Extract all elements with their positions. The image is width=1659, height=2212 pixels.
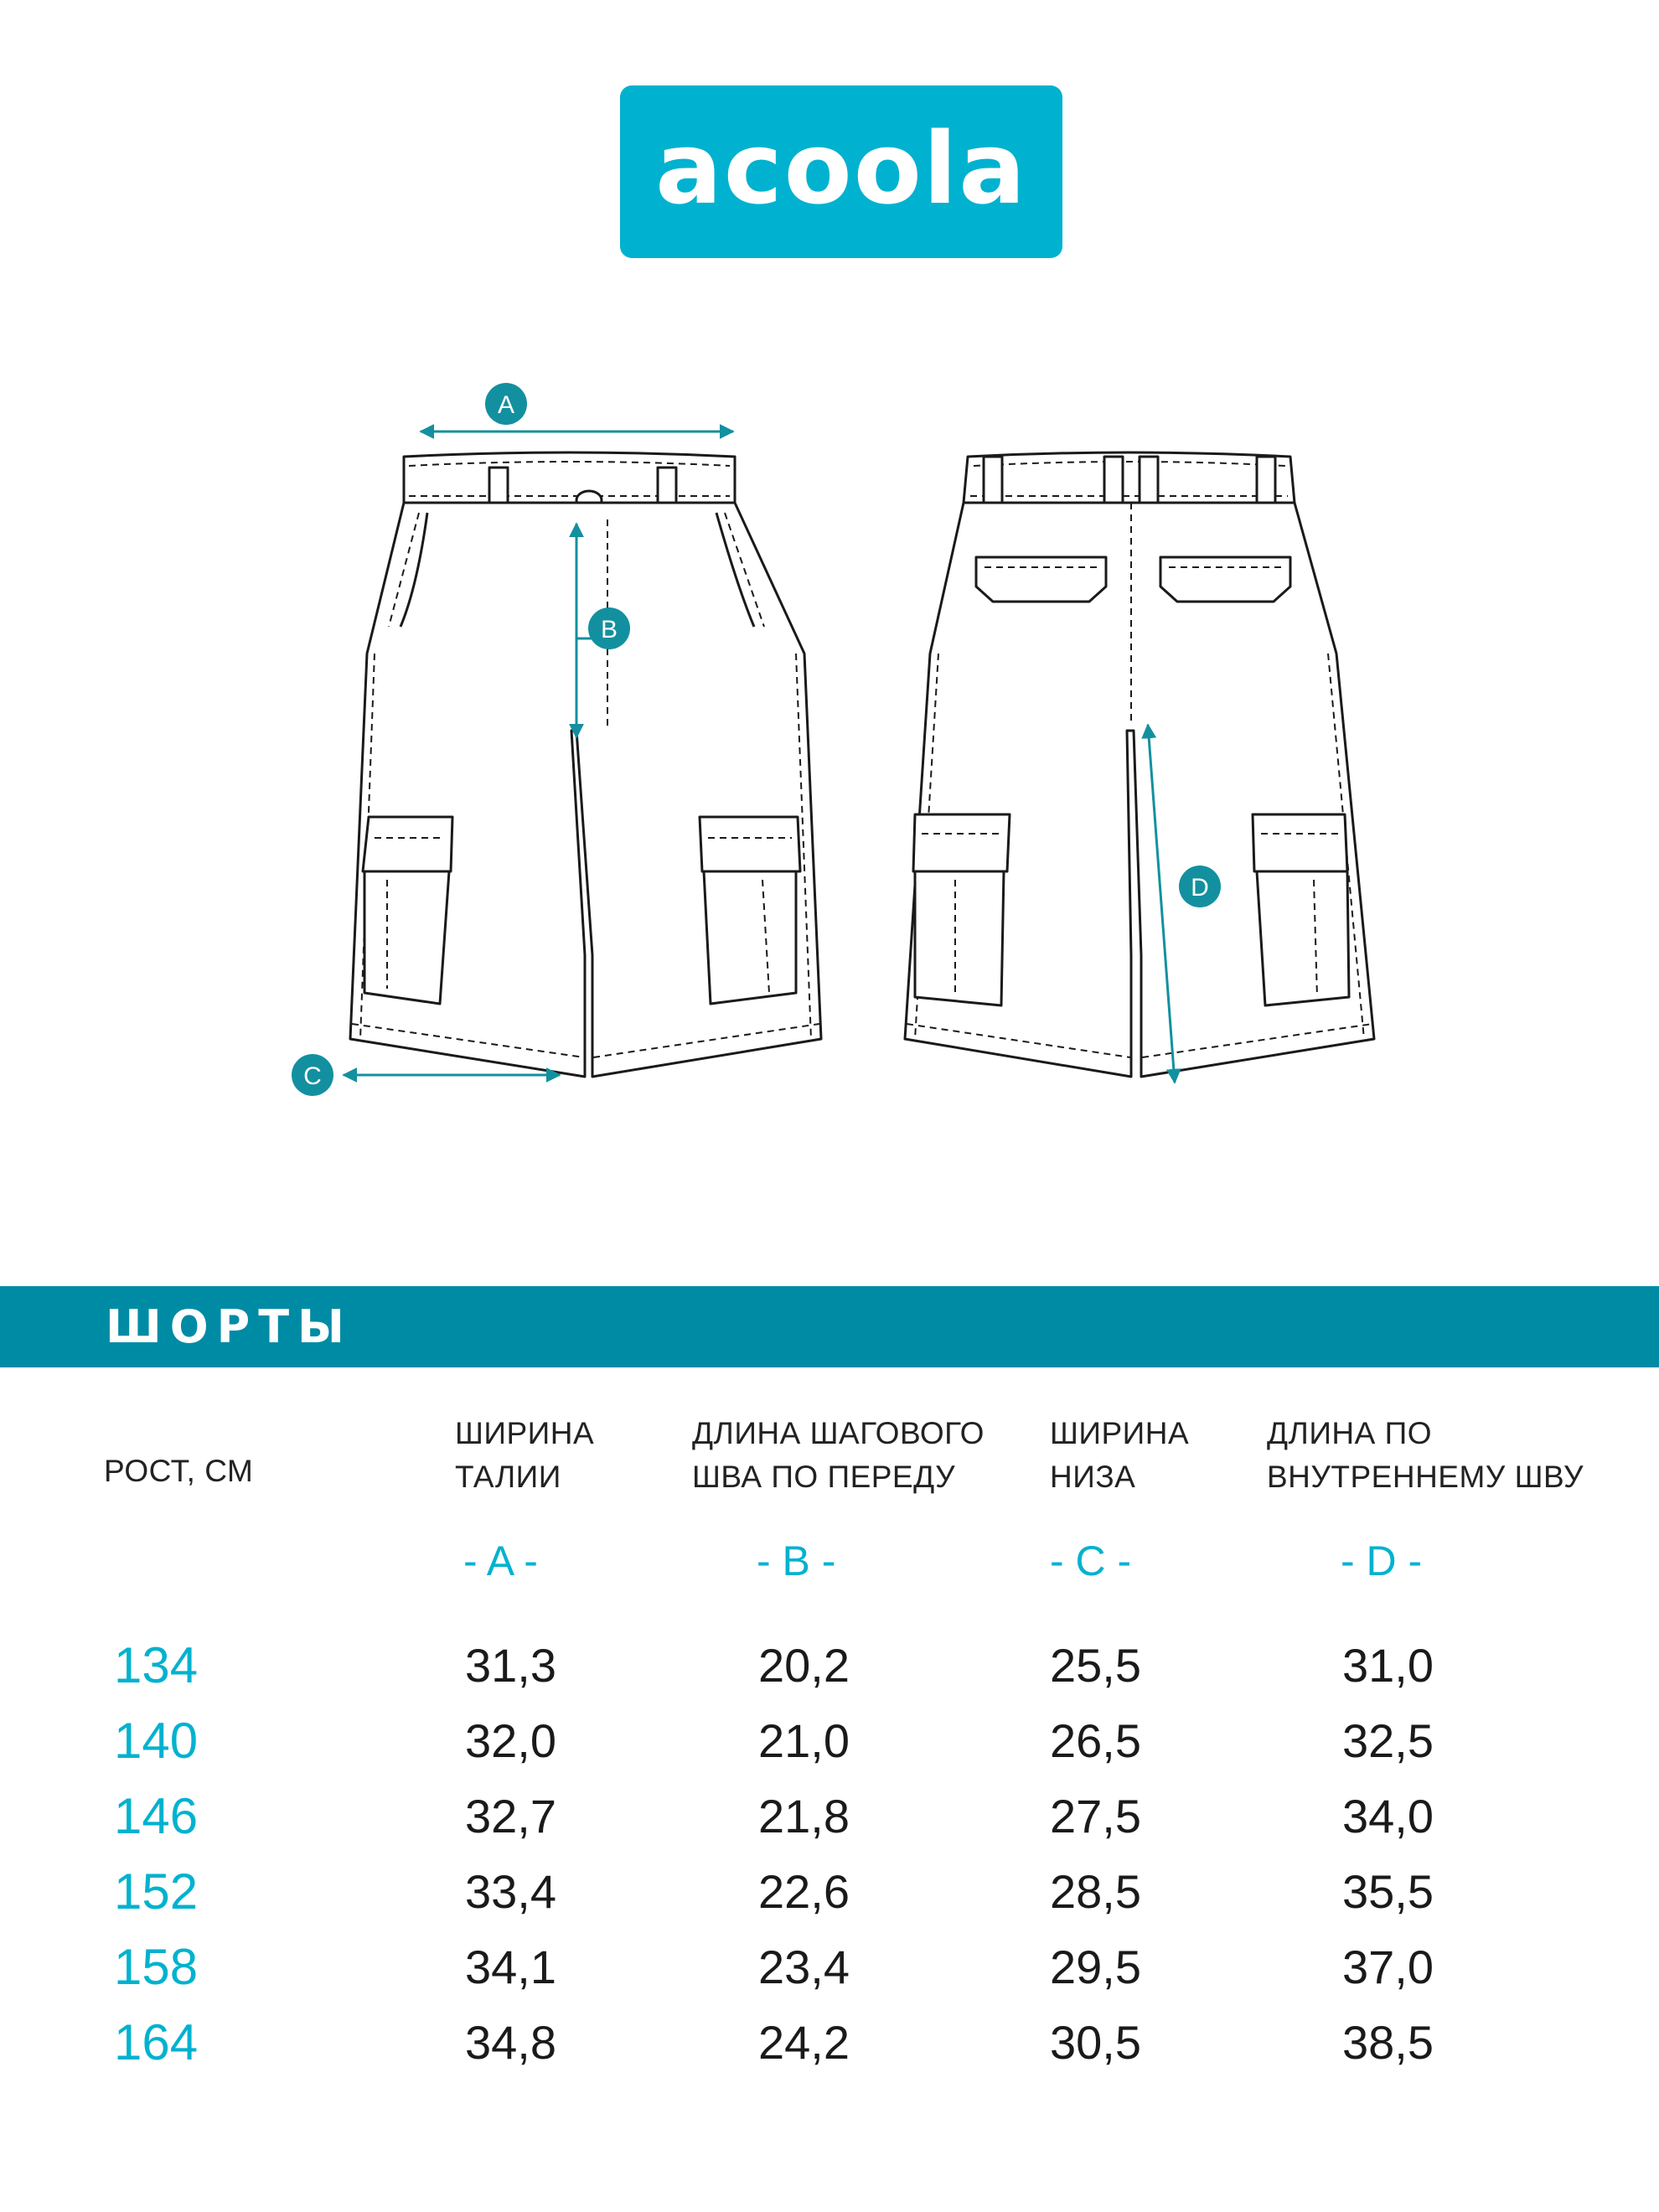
size-cell: 140	[114, 1713, 199, 1769]
label-a: A	[497, 391, 515, 419]
row-header-label: РОСТ, СМ	[104, 1454, 254, 1488]
value-cell: 31,0	[1342, 1639, 1434, 1692]
label-b: B	[600, 616, 618, 643]
label-d: D	[1191, 874, 1209, 902]
section-banner	[0, 1286, 1659, 1367]
value-cell: 33,4	[465, 1865, 556, 1918]
column-header-line1: ШИРИНА	[455, 1416, 595, 1450]
front-view	[350, 452, 821, 1077]
value-cell: 32,5	[1342, 1714, 1434, 1767]
value-cell: 23,4	[758, 1941, 850, 1993]
value-cell: 37,0	[1342, 1941, 1434, 1993]
column-header-b	[692, 1412, 985, 1499]
value-cell: 27,5	[1050, 1790, 1141, 1842]
column-header-line1: ДЛИНА ШАГОВОГО	[692, 1416, 985, 1450]
value-cell: 21,8	[758, 1790, 850, 1842]
column-header-line2: ТАЛИИ	[455, 1460, 561, 1494]
value-cell: 28,5	[1050, 1865, 1141, 1918]
logo-text: acoola	[655, 111, 1027, 226]
value-cell: 34,0	[1342, 1790, 1434, 1842]
column-header-line2: НИЗА	[1050, 1460, 1136, 1494]
column-letter-d: - D -	[1341, 1538, 1423, 1584]
size-cell: 158	[114, 1939, 199, 1995]
value-cell: 34,8	[465, 2016, 556, 2069]
value-cell: 22,6	[758, 1865, 850, 1918]
section-title: ШОРТЫ	[106, 1300, 353, 1353]
value-cell: 24,2	[758, 2016, 850, 2069]
column-header-line2: ШВА ПО ПЕРЕДУ	[692, 1460, 956, 1494]
column-header-line2: ВНУТРЕННЕМУ ШВУ	[1267, 1460, 1584, 1494]
size-cell: 134	[114, 1637, 199, 1693]
value-cell: 30,5	[1050, 2016, 1141, 2069]
value-cell: 38,5	[1342, 2016, 1434, 2069]
column-header-c	[1050, 1412, 1189, 1499]
size-cell: 164	[114, 2014, 199, 2070]
back-view	[905, 452, 1374, 1077]
value-cell: 29,5	[1050, 1941, 1141, 1993]
value-cell: 32,0	[465, 1714, 556, 1767]
column-letter-c: - C -	[1050, 1538, 1132, 1584]
row-header	[104, 1450, 253, 1493]
value-cell: 35,5	[1342, 1865, 1434, 1918]
value-cell: 34,1	[465, 1941, 556, 1993]
value-cell: 31,3	[465, 1639, 556, 1692]
column-header-a	[455, 1412, 594, 1499]
column-letter-b: - B -	[757, 1538, 836, 1584]
value-cell: 21,0	[758, 1714, 850, 1767]
value-cell: 25,5	[1050, 1639, 1141, 1692]
value-cell: 32,7	[465, 1790, 556, 1842]
column-header-line1: ДЛИНА ПО	[1267, 1416, 1432, 1450]
label-c: C	[303, 1062, 322, 1090]
size-cell: 146	[114, 1788, 199, 1844]
size-cell: 152	[114, 1863, 199, 1920]
column-header-line1: ШИРИНА	[1050, 1416, 1190, 1450]
value-cell: 26,5	[1050, 1714, 1141, 1767]
column-header-d	[1267, 1412, 1584, 1499]
column-letter-a: - A -	[463, 1538, 538, 1584]
value-cell: 20,2	[758, 1639, 850, 1692]
